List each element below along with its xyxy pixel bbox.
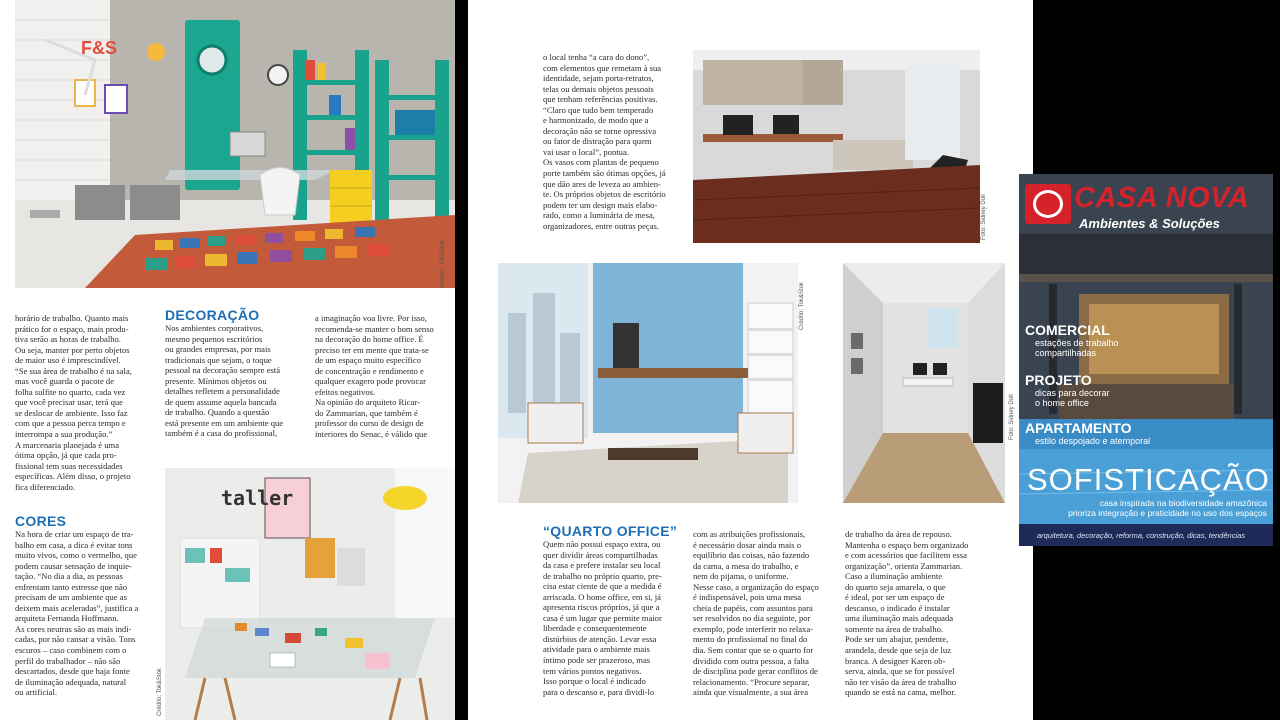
middle-column-text: a imaginação voa livre. Por isso, recomenda-se manter o bom senso na decoração do home office. É preciso ter em mente que trata-se de um espaço muito específico de concentração e rendimento e qualquer exagero pode provocar efeitos negativos. Na opinião do arquiteto Ricar- do Zammarian, que também é professor do curso de design de interiores do Senac, é válido que — [315, 313, 434, 440]
photo-credit: Foto: Sidney Doll — [981, 194, 987, 240]
photo-credit: Crédito: Tok&Stok — [157, 668, 163, 716]
photo-taller-illustration — [165, 468, 455, 720]
quarto-office-col2: com as atribuições profissionais, é necessário dosar ainda mais o equilíbrio das coisas, não fazendo da cama, a mesa do trabalho, e nem do pijama, o uniforme. Nesse caso, a organização do espaço é indispensável, pois uma mesa cheia de papéis, com assuntos para ser resolvidos no dia seguinte, por exemplo, pode interferir no relaxa- mento do profissional no final do dia. Sem contar que se o quarto for dividido com outra pessoa, a falta de disciplina pode gerar conflitos de relacionamento. “Procure separar, ainda que visualmente, a sua área — [693, 529, 819, 698]
cores-heading: CORES — [15, 513, 67, 529]
page-spine — [455, 0, 468, 720]
cover-apartamento-sub: estilo despojado e atemporal — [1035, 436, 1151, 446]
cover-projeto-title: PROJETO — [1025, 372, 1092, 388]
cover-projeto-sub: dicas para decorar o home office — [1035, 388, 1110, 408]
photo-hallway-office — [843, 263, 1005, 503]
photo-colorful-office — [15, 0, 455, 288]
cover-comercial-title: COMERCIAL — [1025, 322, 1110, 338]
cover-logo-icon — [1025, 184, 1071, 224]
quarto-office-col3: de trabalho da área de repouso. Mantenha o espaço bem organizado e com acessórios que facilitem essa organização”, orienta Zammarian. Caso a iluminação ambiente do quarto seja amarela, o que é ideal, por ser um espaço de descanso, o indicado é instalar uma iluminação mais adequada somente na área de trabalho. Pode ser um abajur, pendente, arandela, desde que seja de luz branca. A designer Karen ob- serva, ainda, que se for possível não ter visão da área de trabalho quando se está na cama, melhor. — [845, 529, 969, 698]
right-top-text: o local tenha “a cara do dono”, com elementos que remetam à sua identidade, sejam porta-retratos, telas ou demais objetos pessoais que tenham referências positivas. “Claro que tudo bem temperado e harmonizado, de modo que a decoração não se torne opressiva ou fator de distração para quem vai usar o local”, pontua. Os vasos com plantas de pequeno porte também são ótimas opções, já que dão ares de leveza ao ambien- te. Os próprios objetos de escritório podem ter um design mais elabo- rado, como a luminária de mesa, organizadores, entre outras peças. — [543, 52, 666, 231]
photo-hallway-illustration — [843, 263, 1005, 503]
cover-brand: CASA NOVA — [1074, 182, 1250, 214]
cover-apartamento-title: APARTAMENTO — [1025, 420, 1132, 436]
left-page — [0, 0, 455, 720]
decoracao-text: Nos ambientes corporativos, mesmo pequenos escritórios ou grandes empresas, por mais tradicionais que sejam, o toque pessoal na decoração sempre está presente. Mínimos objetos ou detalhes refletem a personalidade de quem assume aquela bancada de trabalho. Quando a questão está presente em um ambiente que também é a casa do profissional, — [165, 323, 284, 439]
magazine-cover — [1019, 174, 1273, 546]
photo-modern-office — [693, 50, 980, 243]
photo-modern-office-illustration — [693, 50, 980, 243]
cover-subtitle: Ambientes & Soluções — [1079, 216, 1220, 231]
right-page — [468, 0, 1033, 720]
wall-sign: taller — [221, 486, 294, 510]
cover-footer: arquitetura, decoração, reforma, construção, dicas, tendências — [1037, 531, 1246, 540]
quarto-office-heading: “QUARTO OFFICE” — [543, 523, 678, 539]
left-column-text: horário de trabalho. Quanto mais prático for o espaço, mais produ- tiva serão as horas de trabalho. Ou seja, manter por perto objetos de maior uso é imprescindível. “Se sua área de trabalho é na sala, mas você guarda o pacote de folha sulfite no quarto, cada vez que você precisar usar, terá que se deslocar de ambiente. Isso faz com que a pessoa perca tempo e interrompa a sua produção.” A marcenaria planejada é uma ótima opção, já que cada pro- fissional tem suas necessidades específicas. Além disso, o projeto fica diferenciado. — [15, 313, 132, 492]
cover-main-title: SOFISTICAÇÃO — [1027, 462, 1270, 497]
decoracao-heading: DECORAÇÃO — [165, 307, 260, 323]
cores-text: Na hora de criar um espaço de tra- balho em casa, a dica é evitar tons muito vivos, como o vermelho, que podem causar sensação de inquie- tação. “No dia a dia, as pessoas enfrentam tanto estresse que não precisam de um ambiente que as deixem mais aceleradas”, justifica a arquiteta Fernanda Hoffmann. As cores neutras são as mais indi- cadas, por não cansar a visão. Tons escuros – caso combinem com o perfil do trabalhador – não são descartados, desde que haja fonte de iluminação adequada, natural ou artificial. — [15, 529, 139, 698]
photo-blue-office — [498, 263, 798, 503]
photo-blue-office-illustration — [498, 263, 798, 503]
photo-credit: Crédito: Tok&Stok — [799, 282, 805, 330]
photo-taller-workspace — [165, 468, 455, 720]
photo-credit: Foto: Sidney Doll — [1009, 394, 1015, 440]
cover-comercial-sub: estações de trabalho compartilhadas — [1035, 338, 1119, 358]
photo-credit: Crédito: Tok&Stok — [440, 240, 446, 288]
cover-main-sub: casa inspirada na biodiversidade amazônica prioriza integração e praticidade no uso dos espaços — [1068, 498, 1267, 518]
wall-letters: F&S — [81, 38, 117, 58]
quarto-office-col1: Quem não possui espaço extra, ou quer dividir áreas compartilhadas da casa e prefere instalar seu local de trabalho no próprio quarto, pre- cisa estar ciente de que a medida é arriscada. O home office, em si, já apresenta riscos próprios, já que a casa é um lugar que permite maior liberdade e consequentemente distúrbios de atenção. Levar essa atividade para o ambiente mais íntimo pode ser prazeroso, mas tem vários pontos negativos. Isso porque o local é indicado para o descanso e, para dividi-lo — [543, 539, 662, 697]
